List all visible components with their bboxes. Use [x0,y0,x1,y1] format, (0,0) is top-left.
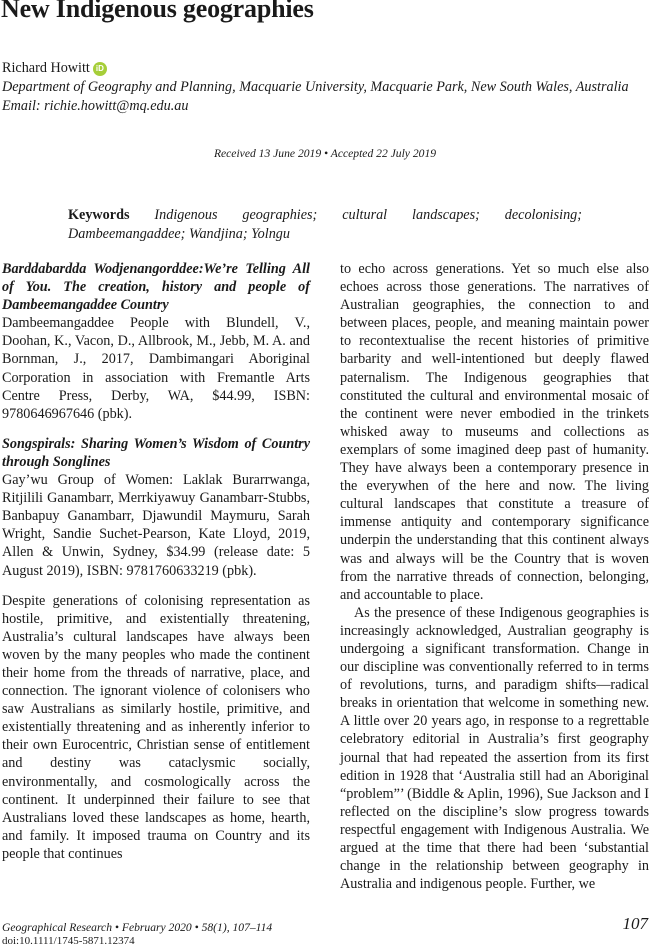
keywords-list: Indigenous geographies; cultural landscapes; decolonising; Dambeemangaddee; Wandjina; Yolngu [68,207,582,242]
article-title: New Indigenous geographies [1,0,314,23]
author-name: Richard Howitt [2,60,90,76]
keywords-label: Keywords [68,207,130,223]
doi-link[interactable]: doi:10.1111/1745-5871.12374 [2,935,135,947]
review-details-1: Dambeemangaddee People with Blundell, V., Doohan, K., Vacon, D., Allbrook, M., Jebb, M. A. and Bornman, J., 2017, Dambimangari Aboriginal Corporation in association with Fremantle Arts Centre Press, Derby, WA, $44.99, ISBN: 9780646967646 (pbk). [2,315,310,422]
review-details-2: Gay’wu Group of Women: Laklak Burarrwanga, Ritjilili Ganambarr, Merrkiyawuy Ganambarr-Stubbs, Banbapuy Ganambarr, Djawundil Maymuru, Sarah Wright, Sandie Suchet-Pearson, Kate Lloyd, 2019, Allen & Unwin, Sydney, $34.99 (release date: 5 August 2019), ISBN: 9781760633219 (pbk). [2,472,310,579]
author-email[interactable]: Email: richie.howitt@mq.edu.au [2,98,189,114]
keywords-block [68,206,582,244]
orcid-icon[interactable]: iD [93,62,107,76]
author-affiliation: Department of Geography and Planning, Macquarie University, Macquarie Park, New South Wales, Australia [2,79,629,95]
journal-citation: Geographical Research • February 2020 • 58(1), 107–114 [2,921,273,934]
review-title-2: Songspirals: Sharing Women’s Wisdom of Country through Songlines [2,435,310,470]
review-title-1: Barddabardda Wodjenangorddee:We’re Telling All of You. The creation, history and people of Dambeemangaddee Country [2,261,310,314]
body-paragraph-1-continued: to echo across generations. Yet so much else also echoes across those generations. The narratives of Australian geographies, the connection to and between places, people, and meaning maintain power to recontextualise the recent histories of primitive barbarity and well-intentioned but deeply flawed paternalism. The Indigenous geographies that constituted the cultural and environmental mosaic of the continent were never embodied in the trinkets whisked away to museums and collections as exemplars of some imagined deep past of humanity. They have always been a contemporary presence in the everywhen of the here and now. The living cultural landscapes that constitute a treasure of immense antiquity and contemporary significance underpin the understanding that this continent always was and always will be the Country that is woven from the narrative threads of connection, belonging, and accountable to place. [340,261,649,603]
right-column [340,260,649,893]
page-number: 107 [622,914,648,933]
author-block [2,59,629,116]
body-paragraph-2: As the presence of these Indigenous geographies is increasingly acknowledged, Australian geography is undergoing a significant transformation. Change in our discipline was conventionally referred to in terms of revolutions, turns, and paradigm shifts—radical breaks in orientation that welcome in something new. A little over 20 years ago, in response to a regrettable celebratory editorial in Australia’s first geography journal that had repeated the assertion from its first edition in 1928 that ‘Australia still had an Aboriginal “problem”’ (Biddle & Aplin, 1996), Sue Jackson and I reflected on the discipline’s slow progress towards respectful engagement with Indigenous Australia. We argued at the time that there had been ‘substantial change in the relationship between geography in Australia and indigenous people. Further, we [340,604,649,893]
article-dates: Received 13 June 2019 • Accepted 22 July 2019 [213,147,437,160]
left-column [2,260,310,863]
author-line [2,59,629,78]
body-paragraph-1: Despite generations of colonising representation as hostile, primitive, and existentially threatening, Australia’s cultural landscapes have always been woven by the many peoples who made the continent their home from the threads of narrative, place, and connection. The ignorant violence of colonisers who saw Australians as similarly hostile, primitive, and existentially threatening and as inherently inferior to their own Eurocentric, Christian sense of entitlement and destiny was cataclysmic socially, environmentally, and cosmologically across the continent. It underpinned their failure to see that Australians loved these landscapes as home, hearth, and family. It imposed trauma on Country and its people that continues [2,592,310,862]
